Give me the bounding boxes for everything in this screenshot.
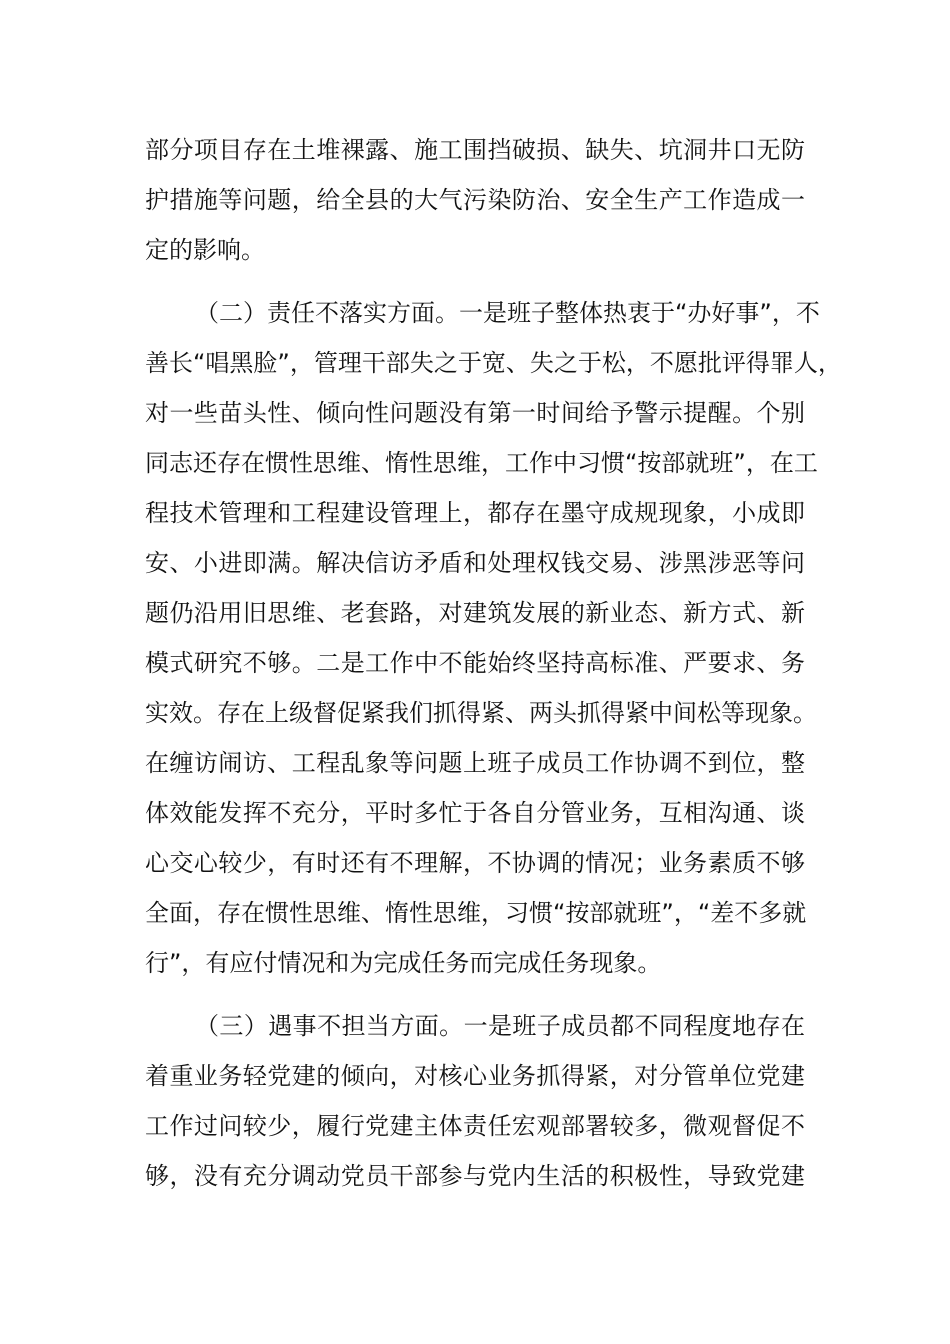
text-line: 部分项目存在土堆裸露、施工围挡破损、缺失、坑洞井口无防: [145, 136, 805, 164]
text-line: 对一些苗头性、倾向性问题没有第一时间给予警示提醒。个别: [145, 399, 805, 427]
text-line: 体效能发挥不充分，平时多忙于各自分管业务，互相沟通、谈: [145, 799, 805, 827]
text-line: 心交心较少，有时还有不理解，不协调的情况；业务素质不够: [145, 849, 805, 877]
paragraph-1: [145, 125, 805, 275]
text-line: （二）责任不落实方面。一是班子整体热衷于“办好事”，不: [195, 299, 820, 327]
text-line: 全面，存在惯性思维、惰性思维，习惯“按部就班”，“差不多就: [145, 899, 807, 927]
text-line: 题仍沿用旧思维、老套路，对建筑发展的新业态、新方式、新: [145, 599, 805, 627]
text-line: 同志还存在惯性思维、惰性思维，工作中习惯“按部就班”，在工: [145, 449, 818, 477]
text-line: 行”，有应付情况和为完成任务而完成任务现象。: [145, 949, 662, 977]
text-line: 安、小进即满。解决信访矛盾和处理权钱交易、涉黑涉恶等问: [145, 549, 805, 577]
text-line: 护措施等问题，给全县的大气污染防治、安全生产工作造成一: [145, 186, 805, 214]
paragraph-2: [145, 288, 842, 988]
text-line: 工作过问较少，履行党建主体责任宏观部署较多，微观督促不: [145, 1112, 805, 1140]
text-line: 实效。存在上级督促紧我们抓得紧、两头抓得紧中间松等现象。: [145, 699, 817, 727]
text-line: 善长“唱黑脸”，管理干部失之于宽、失之于松，不愿批评得罪人，: [145, 349, 842, 377]
paragraph-3: [145, 1001, 805, 1201]
text-line: 着重业务轻党建的倾向，对核心业务抓得紧，对分管单位党建: [145, 1062, 805, 1090]
text-line: 够，没有充分调动党员干部参与党内生活的积极性，导致党建: [145, 1162, 805, 1190]
text-line: 程技术管理和工程建设管理上，都存在墨守成规现象，小成即: [145, 499, 805, 527]
document-body: [145, 125, 842, 1214]
text-line: 在缠访闹访、工程乱象等问题上班子成员工作协调不到位，整: [145, 749, 805, 777]
text-line: （三）遇事不担当方面。一是班子成员都不同程度地存在: [195, 1012, 805, 1040]
text-line: 定的影响。: [145, 236, 265, 264]
text-line: 模式研究不够。二是工作中不能始终坚持高标准、严要求、务: [145, 649, 805, 677]
